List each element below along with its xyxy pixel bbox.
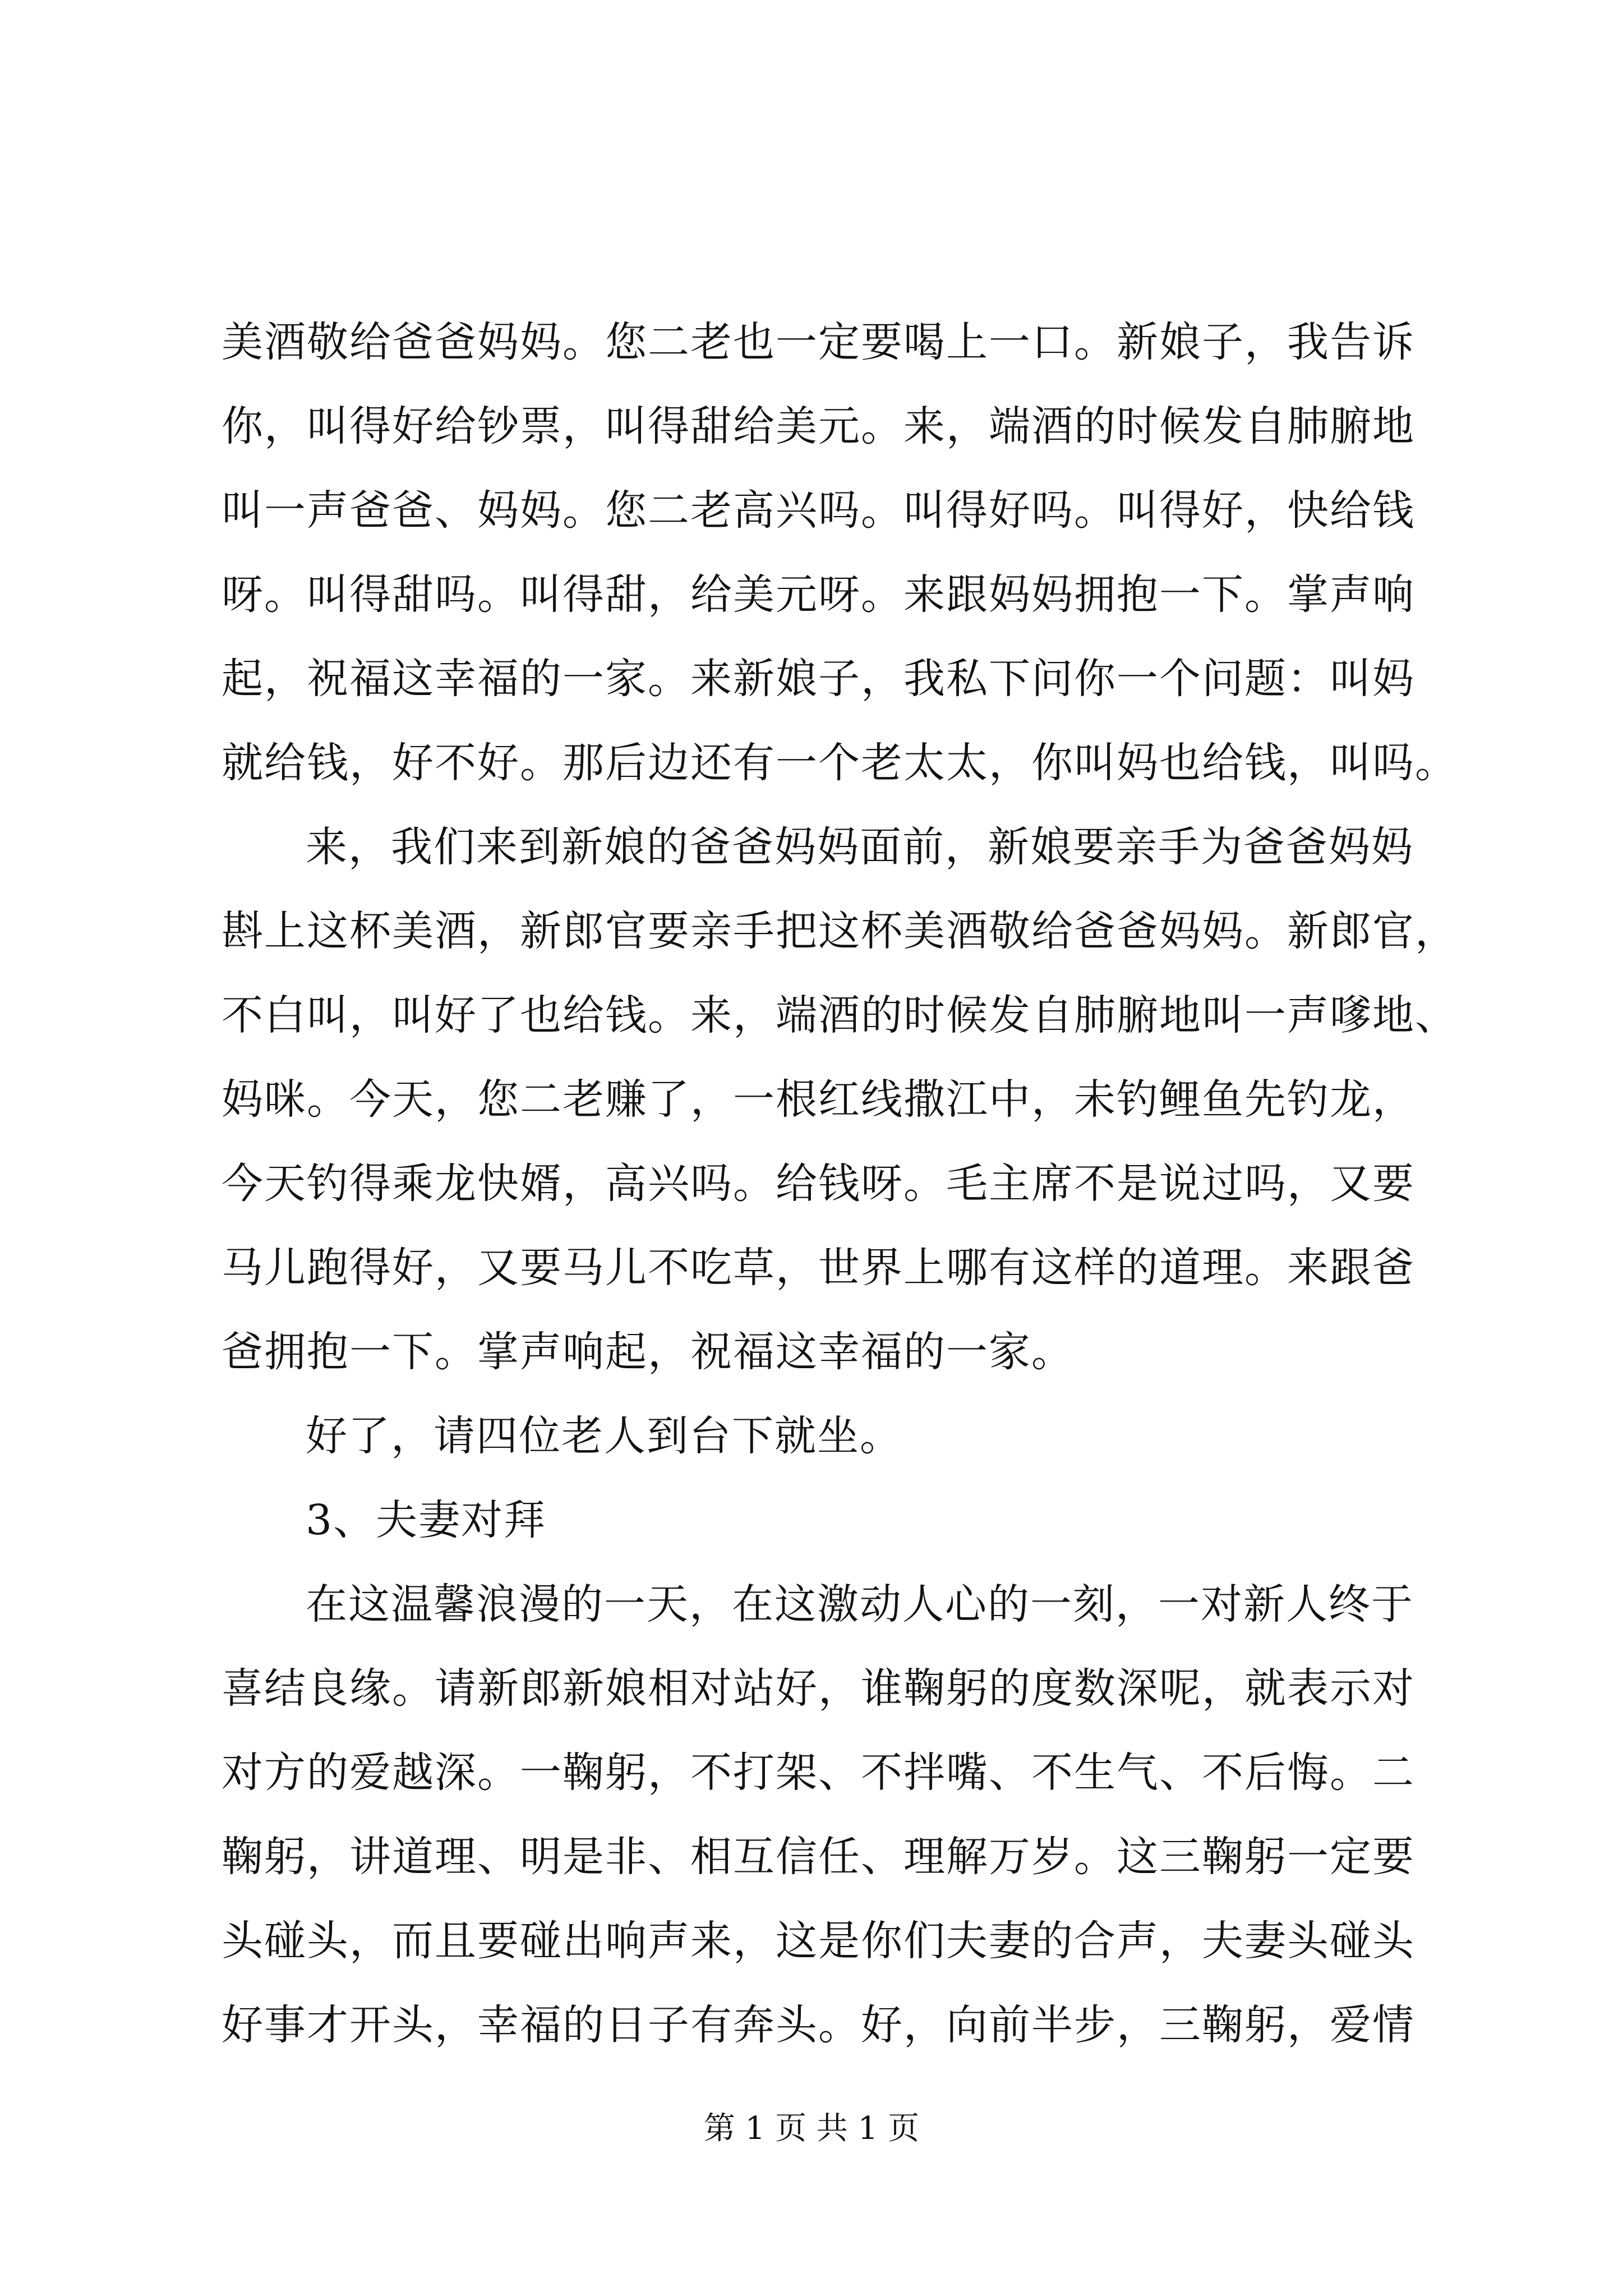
text-line: 好事才开头，幸福的日子有奔头。好，向前半步，三鞠躬，爱情 — [222, 2001, 1415, 2049]
text-line: 头碰头，而且要碰出响声来，这是你们夫妻的合声，夫妻头碰头 — [222, 1917, 1415, 1965]
text-line: 斟上这杯美酒，新郎官要亲手把这杯美酒敬给爸爸妈妈。新郎官， — [222, 907, 1458, 955]
text-line: 鞠躬，讲道理、明是非、相互信任、理解万岁。这三鞠躬一定要 — [222, 1833, 1415, 1881]
text-line: 好了，请四位老人到台下就坐。 — [306, 1412, 902, 1460]
text-line: 起，祝福这幸福的一家。来新娘子，我私下问你一个问题：叫妈 — [222, 655, 1415, 703]
document-body — [222, 300, 1458, 2067]
text-line: 对方的爱越深。一鞠躬，不打架、不拌嘴、不生气、不后悔。二 — [222, 1749, 1415, 1797]
text-line: 叫一声爸爸、妈妈。您二老高兴吗。叫得好吗。叫得好，快给钱 — [222, 486, 1415, 535]
text-line: 今天钓得乘龙快婿，高兴吗。给钱呀。毛主席不是说过吗，又要 — [222, 1159, 1415, 1208]
section-heading-text: 3、夫妻对拜 — [306, 1496, 547, 1544]
text-line: 喜结良缘。请新郎新娘相对站好，谁鞠躬的度数深呢，就表示对 — [222, 1664, 1415, 1713]
text-line: 不白叫，叫好了也给钱。来，端酒的时候发自肺腑地叫一声嗲地、 — [222, 991, 1458, 1039]
text-line: 就给钱，好不好。那后边还有一个老太太，你叫妈也给钱，叫吗。 — [222, 739, 1458, 787]
paragraph-bride-parents — [222, 805, 1458, 1394]
paragraph-elders-seated — [222, 1394, 1427, 1478]
text-line: 呀。叫得甜吗。叫得甜，给美元呀。来跟妈妈拥抱一下。掌声响 — [222, 570, 1415, 619]
text-line: 在这温馨浪漫的一天，在这激动人心的一刻，一对新人终于 — [306, 1580, 1414, 1628]
text-line: 爸拥抱一下。掌声响起，祝福这幸福的一家。 — [222, 1328, 1074, 1376]
text-line: 美酒敬给爸爸妈妈。您二老也一定要喝上一口。新娘子，我告诉 — [222, 318, 1415, 366]
paragraph-couple-bow — [222, 1562, 1427, 2067]
text-line: 马儿跑得好，又要马儿不吃草，世界上哪有这样的道理。来跟爸 — [222, 1244, 1415, 1292]
text-line: 来，我们来到新娘的爸爸妈妈面前，新娘要亲手为爸爸妈妈 — [306, 823, 1414, 871]
text-line: 妈咪。今天，您二老赚了，一根红线撒江中，未钓鲤鱼先钓龙， — [222, 1075, 1415, 1124]
text-line: 你，叫得好给钞票，叫得甜给美元。来，端酒的时候发自肺腑地 — [222, 402, 1415, 450]
page-footer: 第 1 页 共 1 页 — [703, 2110, 920, 2147]
paragraph-continuation — [222, 300, 1458, 805]
section-heading — [222, 1478, 1427, 1562]
